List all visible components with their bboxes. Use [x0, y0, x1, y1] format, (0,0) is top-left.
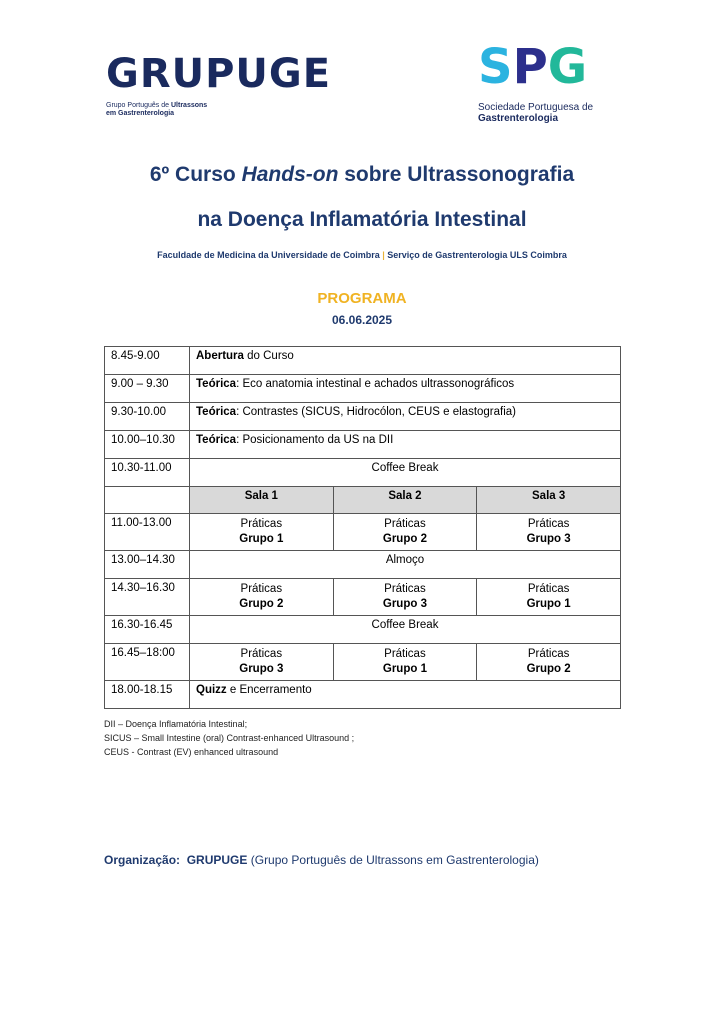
- activity-cell: Teórica: Posicionamento da US na DII: [190, 431, 621, 459]
- table-row: [105, 644, 621, 681]
- time-cell: 18.00-18.15: [105, 681, 190, 709]
- coffee-break-cell: Coffee Break: [190, 616, 621, 644]
- time-cell: 16.30-16.45: [105, 616, 190, 644]
- course-title-line2: na Doença Inflamatória Intestinal: [197, 208, 527, 231]
- table-row: [105, 514, 621, 551]
- room-header-row: [105, 487, 621, 514]
- session-cell: Práticas Grupo 2: [190, 579, 334, 616]
- time-cell: 10.00–10.30: [105, 431, 190, 459]
- empty-cell: [105, 487, 190, 514]
- activity-cell: Quizz e Encerramento: [190, 681, 621, 709]
- time-cell: 9.30-10.00: [105, 403, 190, 431]
- organization-line: Organização: GRUPUGE (Grupo Português de Ultrassons em Gastrenterologia): [104, 853, 539, 867]
- time-cell: 11.00-13.00: [105, 514, 190, 551]
- program-date: 06.06.2025: [331, 313, 393, 327]
- spg-subtitle: Sociedade Portuguesa de Gastrenterologia: [478, 102, 594, 124]
- table-row: [105, 551, 621, 579]
- course-title-line1: 6º Curso Hands-on sobre Ultrassonografia: [149, 163, 575, 186]
- session-cell: Práticas Grupo 3: [333, 579, 477, 616]
- room-header: Sala 1: [190, 487, 334, 514]
- session-cell: Práticas Grupo 2: [333, 514, 477, 551]
- activity-cell: Teórica: Contrastes (SICUS, Hidrocólon, CEUS e elastografia): [190, 403, 621, 431]
- time-cell: 14.30–16.30: [105, 579, 190, 616]
- programa-heading: PROGRAMA: [317, 290, 407, 307]
- schedule-table: [104, 346, 621, 709]
- coffee-break-cell: Coffee Break: [190, 459, 621, 487]
- note-line: SICUS – Small Intestine (oral) Contrast-enhanced Ultrasound ;: [104, 733, 355, 743]
- room-header: Sala 3: [477, 487, 621, 514]
- time-cell: 16.45–18:00: [105, 644, 190, 681]
- time-cell: 9.00 – 9.30: [105, 375, 190, 403]
- time-cell: 8.45-9.00: [105, 347, 190, 375]
- spg-logo: [478, 39, 594, 124]
- table-row: [105, 431, 621, 459]
- time-cell: 13.00–14.30: [105, 551, 190, 579]
- activity-cell: Abertura do Curso: [190, 347, 621, 375]
- affiliation: Faculdade de Medicina da Universidade de Coimbra | Serviço de Gastrenterologia ULS Coimbra: [157, 250, 567, 260]
- session-cell: Práticas Grupo 1: [333, 644, 477, 681]
- abbreviation-notes: [104, 717, 354, 759]
- session-cell: Práticas Grupo 3: [477, 514, 621, 551]
- note-line: DII – Doença Inflamatória Intestinal;: [104, 719, 248, 729]
- table-row: [105, 403, 621, 431]
- table-row: [105, 579, 621, 616]
- note-line: CEUS - Contrast (EV) enhanced ultrasound: [104, 747, 279, 757]
- table-row: [105, 459, 621, 487]
- lunch-cell: Almoço: [190, 551, 621, 579]
- session-cell: Práticas Grupo 1: [477, 579, 621, 616]
- activity-cell: Teórica: Eco anatomia intestinal e achados ultrassonográficos: [190, 375, 621, 403]
- table-row: [105, 616, 621, 644]
- spg-wordmark: S P G: [478, 39, 588, 95]
- session-cell: Práticas Grupo 3: [190, 644, 334, 681]
- table-row: [105, 681, 621, 709]
- grupuge-logo: [106, 51, 332, 118]
- time-cell: 10.30-11.00: [105, 459, 190, 487]
- session-cell: Práticas Grupo 1: [190, 514, 334, 551]
- grupuge-subtitle: Grupo Português de Ultrassons em Gastrenterologia: [106, 102, 208, 117]
- grupuge-wordmark: GRUPUGE: [106, 51, 332, 97]
- table-row: [105, 375, 621, 403]
- table-row: [105, 347, 621, 375]
- room-header: Sala 2: [333, 487, 477, 514]
- session-cell: Práticas Grupo 2: [477, 644, 621, 681]
